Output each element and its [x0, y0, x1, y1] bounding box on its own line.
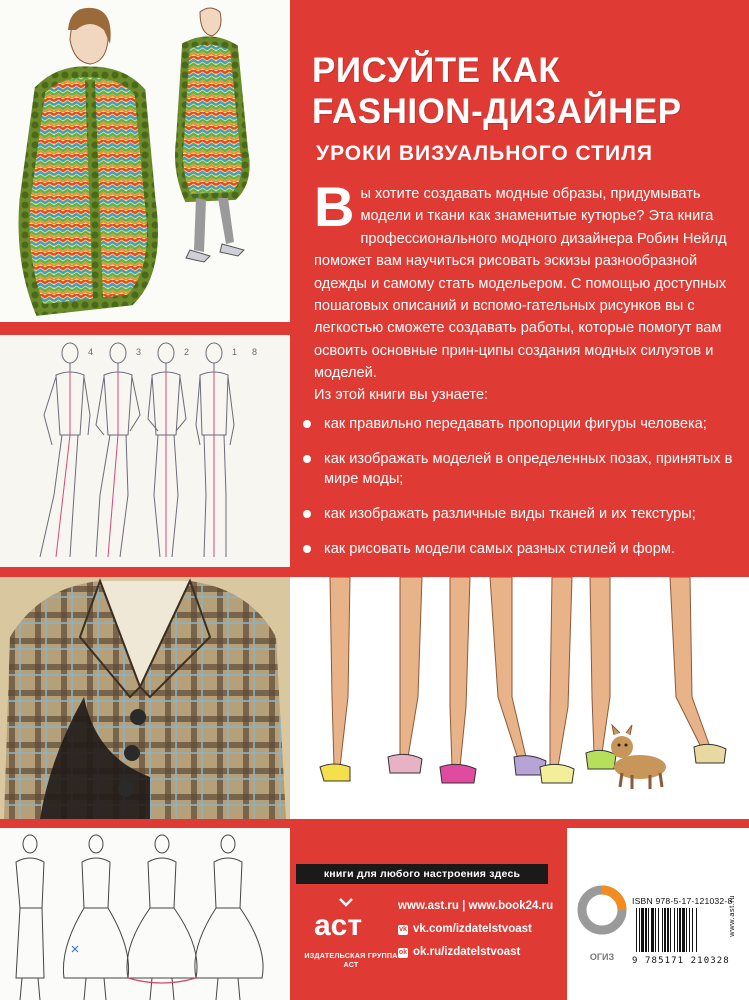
dog-illustration: [611, 725, 666, 789]
list-item-text: как изображать различные виды тканей и их текстуры;: [324, 506, 696, 522]
bullet-icon: [303, 420, 311, 428]
bullet-icon: [303, 545, 311, 553]
barcode-digits: 9 785171 210328: [632, 956, 730, 966]
list-item: [298, 539, 738, 559]
list-item-text: как правильно передавать пропорции фигуры человека;: [324, 416, 707, 432]
title-line-1: РИСУЙТЕ КАК: [312, 51, 561, 90]
pose-number-4: 1: [232, 347, 238, 357]
vk-link[interactable]: vk.com/izdatelstvoast: [413, 923, 532, 935]
illustration-legs-shoes: [290, 577, 749, 819]
vertical-url: www.ast.ru: [727, 895, 736, 937]
intro-paragraph: [314, 175, 734, 385]
tagline-banner: книги для любого настроения здесь: [296, 864, 548, 884]
illustration-croquis-poses: [0, 335, 290, 567]
title-line-2: FASHION-ДИЗАЙНЕР: [312, 92, 682, 131]
book-title: [312, 50, 742, 132]
learn-heading: Из этой книги вы узнаете:: [314, 387, 489, 403]
ok-row: [398, 941, 553, 964]
list-item: [298, 504, 738, 524]
bullet-icon: [303, 455, 311, 463]
ast-logo: [298, 895, 378, 945]
dropcap-letter: В: [314, 175, 355, 238]
pose-number-3: 2: [184, 347, 190, 357]
isbn-number: ISBN 978-5-17-121032-8: [632, 896, 733, 906]
bullet-icon: [303, 510, 311, 518]
websites-link[interactable]: www.ast.ru | www.book24.ru: [398, 900, 554, 912]
illustration-dress-sketches: [0, 828, 290, 1000]
illustration-zigzag-coats: [0, 0, 290, 322]
vk-row: [398, 918, 553, 941]
pose-number-5: 8: [252, 347, 258, 357]
book-subtitle: УРОКИ ВИЗУАЛЬНОГО СТИЛЯ: [316, 142, 653, 165]
pose-number-2: 3: [136, 347, 142, 357]
dress-sketch-drawing: [0, 828, 290, 1000]
ok-link[interactable]: ok.ru/izdatelstvoast: [413, 946, 521, 958]
croquis-drawing: [0, 335, 290, 567]
learn-list: [298, 414, 738, 574]
list-item: [298, 414, 738, 434]
illustration-plaid-jacket: [0, 577, 290, 819]
websites-row: [398, 895, 553, 918]
vk-icon: vk: [399, 925, 407, 933]
pose-number-1: 4: [88, 347, 94, 357]
list-item-text: как рисовать модели самых разных стилей и форм.: [324, 541, 675, 557]
zigzag-coats-drawing: [0, 0, 290, 322]
legs-shoes-drawing: [290, 577, 749, 819]
intro-text: ы хотите создавать модные образы, придумывать модели и ткани как знаменитые кутюрье? Эта книга профессионального модного дизайнера Робин Нейлд поможет вам научиться рисовать эскизы разнообразной одежды и самому стать модельером. С помощью доступных пошаговых описаний и вспомо-гательных рисунков вы с легкостью сможете создавать работы, которые помогут вам освоить основные прин-ципы создания модных силуэтов и моделей.: [314, 186, 727, 382]
ast-logo-text: аст: [313, 909, 363, 942]
barcode-icon: [634, 908, 724, 952]
plaid-jacket-drawing: [0, 577, 290, 819]
list-item: [298, 449, 738, 489]
ok-icon: ok: [398, 948, 408, 956]
list-item-text: как изображать моделей в определенных позах, принятых в мире моды;: [324, 451, 733, 487]
footer-links: [398, 895, 553, 964]
ogiz-label: ОГИЗ: [589, 952, 615, 962]
publisher-name: ИЗДАТЕЛЬСКАЯ ГРУППА АСТ: [304, 951, 398, 969]
ogiz-logo: [576, 878, 628, 958]
